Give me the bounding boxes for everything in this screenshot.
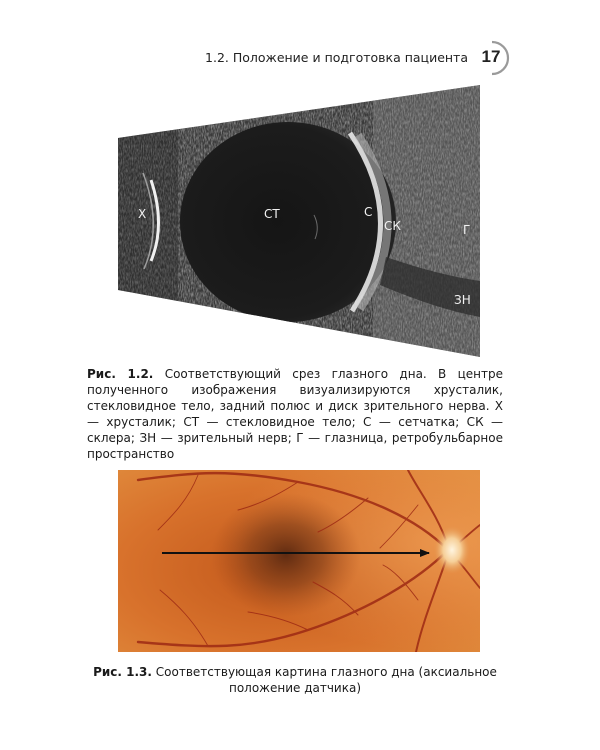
fundus-image — [118, 470, 480, 652]
figure-1-3-caption-text: Соответствующая картина глазного дна (аксиальное положение датчика) — [155, 665, 497, 695]
figure-1-2-caption-label: Рис. 1.2. — [87, 367, 154, 381]
ultrasound-image — [118, 85, 480, 357]
label-vitreous: СТ — [264, 207, 280, 221]
label-optic-nerve: ЗН — [454, 293, 471, 307]
label-lens: Х — [138, 207, 147, 221]
page-number-badge — [476, 40, 512, 76]
figure-1-2-caption — [87, 366, 503, 462]
label-sclera: СК — [384, 219, 401, 233]
page-number: 17 — [481, 47, 501, 66]
figure-1-2-caption-text: Соответствующий срез глазного дна. В центре полученного изображения визуализируются хрусталик, стекловидное тело, задний полюс и диск зрительного нерва. Х — хрусталик; СТ — стекловидное тело; С — сетчатка; СК — склера; ЗН — зрительный нерв; Г — глазница, ретробульбарное пространство — [87, 367, 503, 461]
figure-1-3-caption-label: Рис. 1.3. — [93, 665, 152, 679]
label-orbit: Г — [463, 223, 471, 237]
running-title: 1.2. Положение и подготовка пациента — [205, 50, 468, 65]
figure-1-3-caption — [87, 664, 503, 696]
label-retina: С — [364, 205, 373, 219]
